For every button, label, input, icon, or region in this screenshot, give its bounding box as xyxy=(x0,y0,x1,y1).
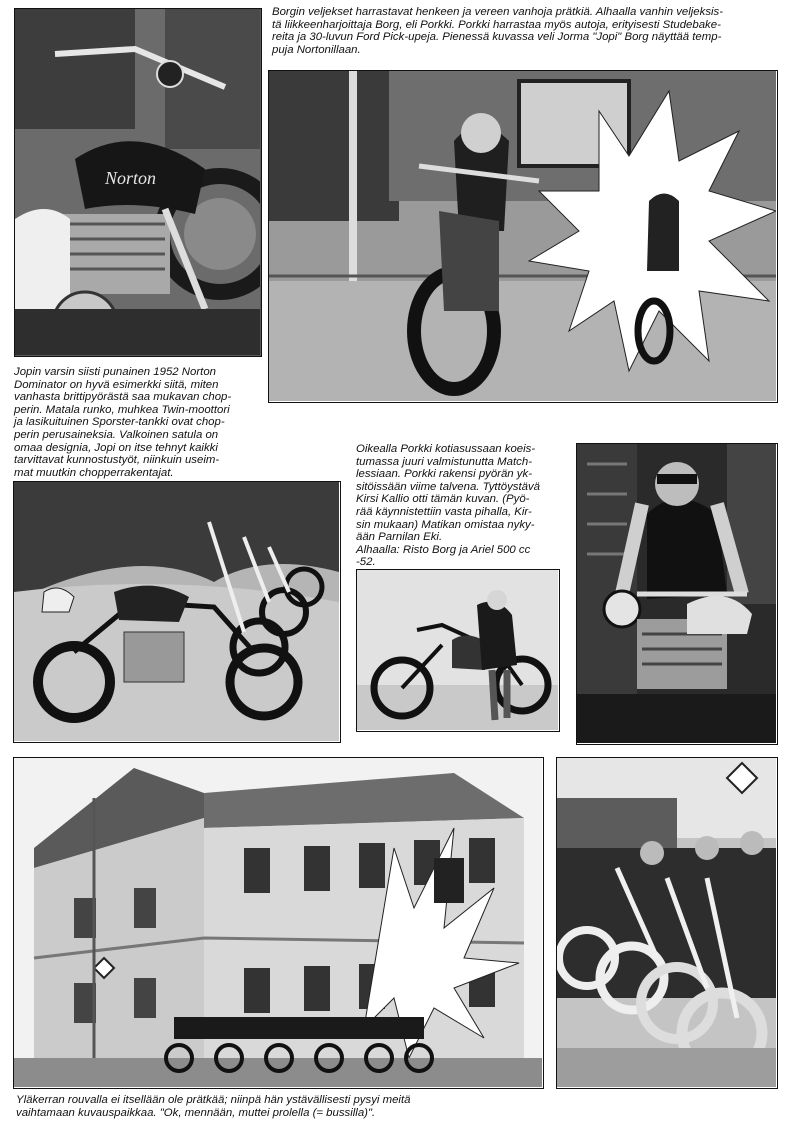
photo-corner-house-group xyxy=(13,757,544,1089)
photo-risto-borg-ariel xyxy=(356,569,560,732)
caption-norton-dominator: Jopin varsin siisti punainen 1952 Norton Dominator on hyvä esimerkki siitä, miten vanhasta brittipyörästä saa mukavan chop- perin. Matala runko, muhkea Twin-moottori ja lasikuituinen Sporster-tankki ovat chop- perin perusaineksia. Valkoinen satula on omaa designia, Jopi on itse tehnyt kaikki tarvittavat kunnostustyöt, niinkuin useim- mat muutkin chopperrakentajat. xyxy=(14,366,232,479)
caption-top-right: Borgin veljekset harrastavat henkeen ja vereen vanhoja prätkiä. Alhaalla vanhin veljeksis- tä liikkeenharjoittaja Borg, eli Porkki. Porkki harrastaa myös autoja, erityisesti Studebake- reita ja 30-luvun Ford Pick-upeja. Pienessä kuvassa veli Jorma "Jopi" Borg näyttää temp- puja Nortonillaan. xyxy=(272,6,724,56)
caption-bottom: Yläkerran rouvalla ei itsellään ole prätkää; niinpä hän ystävällisesti pysyi meitä vaihtamaan kuvauspaikkaa. "Ok, mennään, muttei prolella (= bussilla)". xyxy=(16,1094,411,1119)
photo-norton-closeup xyxy=(14,8,262,357)
photo-street-bike-group xyxy=(556,757,778,1089)
caption-porkki-matchless: Oikealla Porkki kotiasussaan koeis- tumassa juuri valmistunutta Match- lessiaan. Porkki rakensi pyörän yk- sitöissään viime talvena. Tyttöystävä Kirsi Kallio otti tämän kuvan. (Pyö- rää käynnistettiin vasta pihalla, Kir- sin mukaan) Matikan omistaa nyky- ään Parnilan Eki. Alhaalla: Risto Borg ja Ariel 500 cc -52. xyxy=(356,443,541,569)
photo-parked-choppers xyxy=(13,481,341,743)
photo-borg-brothers-riding xyxy=(268,70,778,403)
norton-logo: Norton xyxy=(105,168,157,188)
photo-porkki-workshop xyxy=(576,443,778,745)
